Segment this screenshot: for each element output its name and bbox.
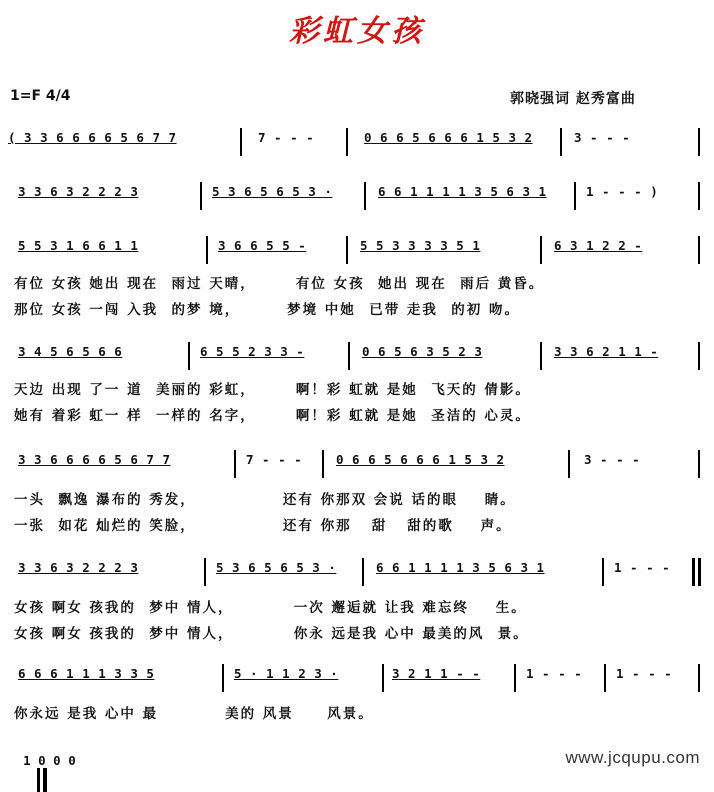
barline: [382, 664, 384, 692]
song-title: 彩虹女孩: [289, 14, 425, 49]
barline: [188, 342, 190, 370]
barline: [698, 236, 700, 264]
score-row-3: [8, 238, 708, 262]
barline: [240, 128, 242, 156]
ending-measure: [8, 738, 76, 792]
barline: [322, 450, 324, 478]
measure: 1 - - -: [616, 666, 673, 681]
barline: [602, 558, 604, 586]
lyric-line: 一头 飘逸 瀑布的 秀发， 还有 你那双 会说 话的眼 睛。: [14, 492, 516, 508]
barline: [692, 558, 695, 586]
measure: 7 - - -: [246, 452, 303, 467]
barline: [346, 128, 348, 156]
barline: [540, 342, 542, 370]
measure: 3 - - -: [574, 130, 631, 145]
measure: 0 6 5 6 3 5 2 3: [362, 344, 483, 359]
lyric-line: 你永远 是我 心中 最 美的 风景 风景。: [14, 706, 374, 722]
barline: [568, 450, 570, 478]
barline: [698, 182, 700, 210]
measure: 7 - - -: [258, 130, 315, 145]
measure: 3 4 5 6 5 6 6: [18, 344, 123, 359]
lyric-line: 有位 女孩 她出 现在 雨过 天晴， 有位 女孩 她出 现在 雨后 黄昏。: [14, 276, 545, 292]
lyric-line: 她有 着彩 虹一 样 一样的 名字， 啊！彩 虹就 是她 圣洁的 心灵。: [14, 408, 531, 424]
barline: [204, 558, 206, 586]
barline: [200, 182, 202, 210]
score-row-6: [8, 560, 708, 584]
barline: [362, 558, 364, 586]
watermark: www.jcqupu.com: [565, 748, 700, 767]
final-barline: [37, 768, 40, 792]
key-signature: 1=F 4/4: [10, 88, 71, 104]
measure: 3 3 6 3 2 2 2 3: [18, 184, 139, 199]
barline: [698, 342, 700, 370]
measure: 5 5 3 3 3 3 5 1: [360, 238, 481, 253]
lyric-line: 一张 如花 灿烂的 笑脸， 还有 你那 甜 甜的歌 声。: [14, 518, 512, 534]
lyric-line: 女孩 啊女 孩我的 梦中 情人， 一次 邂逅就 让我 难忘终 生。: [14, 600, 527, 616]
final-barline: [43, 768, 47, 792]
barline: [540, 236, 542, 264]
barline: [560, 128, 562, 156]
credits: 郭晓强词 赵秀富曲: [510, 91, 636, 107]
barline: [698, 664, 700, 692]
measure: 5 · 1 1 2 3 ·: [234, 666, 339, 681]
measure: 0 6 6 5 6 6 6 1 5 3 2: [364, 130, 533, 145]
barline: [222, 664, 224, 692]
barline: [234, 450, 236, 478]
measure: 3 2 1 1 - -: [392, 666, 481, 681]
barline: [346, 236, 348, 264]
measure: 6 3 1 2 2 -: [554, 238, 643, 253]
score-row-4: [8, 344, 708, 368]
barline: [698, 558, 701, 586]
score-row-5: [8, 452, 708, 476]
barline: [206, 236, 208, 264]
barline: [698, 128, 700, 156]
measure: 1 - - -: [526, 666, 583, 681]
barline: [604, 664, 606, 692]
score-row-7: [8, 666, 708, 690]
measure: 5 3 6 5 6 5 3 ·: [216, 560, 337, 575]
lyric-line: 那位 女孩 一闯 入我 的梦 境， 梦境 中她 已带 走我 的初 吻。: [14, 302, 520, 318]
measure: 3 3 6 3 2 2 2 3: [18, 560, 139, 575]
measure: ( 3 3 6 6 6 6 5 6 7 7: [8, 130, 177, 145]
barline: [364, 182, 366, 210]
measure: 6 6 1 1 1 1 3 5 6 3 1: [376, 560, 545, 575]
lyric-line: 女孩 啊女 孩我的 梦中 情人， 你永 远是我 心中 最美的风 景。: [14, 626, 529, 642]
measure: 3 - - -: [584, 452, 641, 467]
ending-notes: 1 0 0 0: [23, 753, 76, 768]
score-row-2: [8, 184, 708, 208]
barline: [514, 664, 516, 692]
measure: 1 - - - ): [586, 184, 659, 199]
measure: 0 6 6 5 6 6 6 1 5 3 2: [336, 452, 505, 467]
barline: [698, 450, 700, 478]
lyric-line: 天边 出现 了一 道 美丽的 彩虹， 啊！彩 虹就 是她 飞天的 倩影。: [14, 382, 531, 398]
measure: 5 5 3 1 6 6 1 1: [18, 238, 139, 253]
barline: [574, 182, 576, 210]
measure: 5 3 6 5 6 5 3 ·: [212, 184, 333, 199]
score-row-1: [8, 130, 708, 154]
measure: 1 - - -: [614, 560, 671, 575]
measure: 3 6 6 5 5 -: [218, 238, 307, 253]
barline: [348, 342, 350, 370]
measure: 6 5 5 2 3 3 -: [200, 344, 305, 359]
measure: 6 6 6 1 1 1 3 3 5: [18, 666, 155, 681]
measure: 3 3 6 2 1 1 -: [554, 344, 659, 359]
measure: 3 3 6 6 6 6 5 6 7 7: [18, 452, 171, 467]
measure: 6 6 1 1 1 1 3 5 6 3 1: [378, 184, 547, 199]
